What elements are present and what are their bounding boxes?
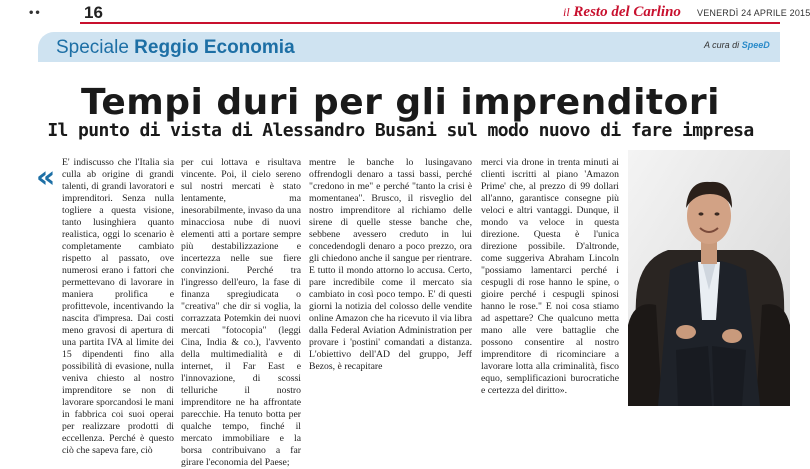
article-column-4 bbox=[481, 157, 619, 406]
column-text: E' indiscusso che l'Italia sia culla ab origine di grandi talenti, di grandi lavoratori e imprenditori. Senza nulla togliere a questa visione, tanto lusinghiera quanto realistica, oggi lo scenario è completamente cambiato rispetto al passato, ove numerosi erano i fattori che permettevano di lavorare in maniera prolifica e profittevole, incentivando la nascita d'impresa. Dai costi meno gravosi di apertura di una partita IVA al limite dei 15 dipendenti fino alla possibilità di evasione, nulla veniva chiesto al nostro imprenditore se non di lavorare sporcandosi le mani in fabbrica coi suoi operai per realizzare prodotti di eccellenza. Perché è questo ciò che sapeva fare, ciò bbox=[62, 157, 174, 456]
page-number: 16 bbox=[84, 3, 103, 22]
article-subtitle: Il punto di vista di Alessandro Busani sul modo nuovo di fare impresa bbox=[47, 120, 754, 141]
article-column-3 bbox=[309, 157, 472, 406]
credit-prefix: A cura di bbox=[704, 40, 740, 50]
newspaper-masthead bbox=[563, 4, 681, 21]
section-title bbox=[56, 37, 295, 59]
column-text: merci via drone in trenta minuti ai clienti iscritti al piano 'Amazon Prime' che, al prezzo di 99 dollari all'anno, garantisce consegne più veloci e altri vantaggi. Dunque, il mondo va veloce in questa direzione. Questa è l'unica direzione possibile. D'altronde, come suggeriva Abraham Lincoln "possiamo lamentarci perché i cespugli di rose hanno le spine, o gioire perché i cespugli spinosi hanno le rose." E noi cosa stiamo ad aspettare? Che qualcuno metta mano alle vere battaglie che possono consentire al nostro imprenditore di ricominciare a lavorare lotta alla criminalità, fisco equo, semplificazioni burocratiche e certezza del diritto». bbox=[481, 157, 619, 396]
issue-date: VENERDÌ 24 APRILE 2015 bbox=[697, 8, 810, 18]
column-text: mentre le banche lo lusingavano offrendogli denaro a tassi bassi, perché "credono in me" e perché "tanto la crisi è momentanea". Brusco, il risveglio del nostro imprenditore al richiamo delle sirene di quelle stesse banche che, sebbene avessero creduto in lui concedendogli denaro a poco prezzo, ora gli chiedono anche il sangue per rientrare. E tutto il mondo attorno lo accusa. Certo, pare incredibile come il mercato sia cambiato in così poco tempo. E' di questi giorni la notizia del colosso delle vendite online Amazon che ha ricevuto il via libra dalla Federal Aviation Administration per provare i 'postini' comandati a distanza. L'obiettivo dell'AD del gruppo, Jeff Bezos, è recapitare bbox=[309, 157, 472, 372]
credit-name: SpeeD bbox=[741, 40, 770, 50]
portrait-illustration bbox=[628, 150, 790, 406]
masthead-prefix: il bbox=[563, 5, 570, 19]
portrait-photo bbox=[628, 150, 790, 406]
section-label: Speciale bbox=[56, 37, 129, 58]
page-header bbox=[0, 0, 810, 24]
masthead-name: Resto del Carlino bbox=[573, 4, 681, 20]
article-title: Tempi duri per gli imprenditori bbox=[81, 82, 720, 123]
header-rule bbox=[80, 22, 780, 24]
section-credit bbox=[704, 40, 770, 50]
page-dots: •• bbox=[28, 8, 41, 19]
column-text: per cui lottava e risultava vincente. Poi, il cielo sereno sul nostri mercati è stato lentamente, ma inesorabilmente, invaso da una minacciosa nube di nuovi elementi atti a portare sempre più destabilizzazione e incertezza nelle sue fiere convinzioni. Perché tra l'ingresso dell'euro, la fase di finanza spregiudicata o "creativa" che dir si voglia, la corrazzata Potemkin dei nuovi mercati "fotocopia" (leggi Cina, India & co.), l'avvento della multimedialità e di internet, il Far East e l'innovazione, di scossi telluriche il nostro imprenditore ne ha affrontate parecchie. Ha tenuto botta per qualche tempo, finché il mercato immobiliare e la borsa contribuivano a far girare l'economia del Paese; bbox=[181, 157, 301, 468]
article-column-2 bbox=[181, 157, 301, 468]
section-name: Reggio Economia bbox=[134, 37, 295, 58]
quote-mark: « bbox=[36, 160, 56, 195]
article-column-1 bbox=[62, 157, 174, 456]
